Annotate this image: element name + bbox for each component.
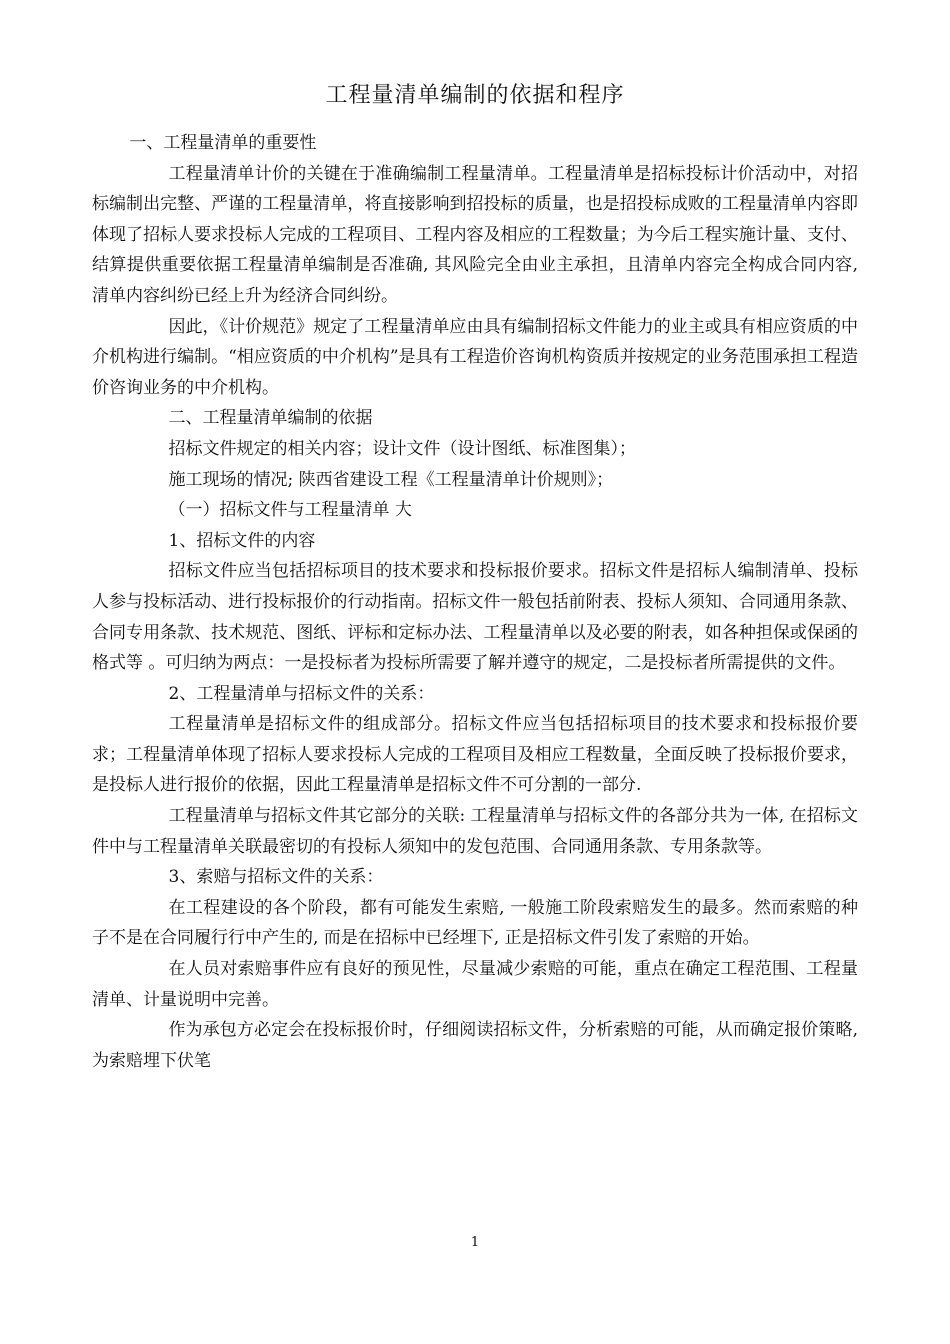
paragraph-tender-content: 招标文件应当包括招标项目的技术要求和投标报价要求。招标文件是招标人编制清单、投标人参与投标活动、进行投标报价的行动指南。招标文件一般包括前附表、投标人须知、合同通用条款、合同专用条款、技术规范、图纸、评标和定标办法、工程量清单以及必要的附表，如各种担保或保函的格式等 。可归纳为两点：一是投标者为投标所需要了解并遵守的规定，二是投标者所需提供的文件。	[92, 561, 858, 674]
paragraph-basis-2: 施工现场的情况; 陕西省建设工程《工程量清单计价规则》；	[168, 469, 614, 490]
paragraph-claims-1: 在工程建设的各个阶段，都有可能发生索赔, 一般施工阶段索赔发生的最多。然而索赔的种子不是在合同履行行中产生的, 而是在招标中已经埋下, 正是招标文件引发了索赔的开始。	[92, 897, 858, 949]
item-heading-claims: 3、索赔与招标文件的关系：	[168, 867, 384, 888]
document-body	[92, 128, 858, 1076]
paragraph-relation-2: 工程量清单与招标文件其它部分的关联: 工程量清单与招标文件的各部分共为一体, 在招标文件中与工程量清单关联最密切的有投标人须知中的发包范围、合同通用条款、专用条款等。	[92, 806, 858, 857]
item-heading-tender-content: 1、招标文件的内容	[168, 530, 316, 551]
document-title: 工程量清单编制的依据和程序	[325, 83, 625, 108]
subsection-heading-tender: （一）招标文件与工程量清单 大	[168, 500, 412, 521]
section-heading-importance: 一、工程量清单的重要性	[129, 133, 317, 153]
paragraph-relation-1: 工程量清单是招标文件的组成部分。招标文件应当包括招标项目的技术要求和投标报价要求；工程量清单体现了招标人要求投标人完成的工程项目及相应工程数量，全面反映了投标报价要求，是投标人进行报价的依据，因此工程量清单是招标文件不可分割的一部分.	[92, 714, 858, 796]
paragraph-importance-1: 工程量清单计价的关键在于准确编制工程量清单。工程量清单是招标投标计价活动中，对招标编制出完整、严谨的工程量清单，将直接影响到招投标的质量，也是招投标成败的工程量清单内容即体现了招标人要求投标人完成的工程项目、工程内容及相应的工程数量；为今后工程实施计量、支付、结算提供重要依据工程量清单编制是否准确, 其风险完全由业主承担，且清单内容完全构成合同内容, 清单内容纠纷已经上升为经济合同纠纷。	[92, 163, 858, 306]
paragraph-basis-1: 招标文件规定的相关内容；设计文件（设计图纸、标准图集）；	[168, 438, 636, 459]
page-number: 1	[470, 1235, 480, 1250]
paragraph-importance-2: 因此，《计价规范》规定了工程量清单应由具有编制招标文件能力的业主或具有相应资质的中介机构进行编制。“相应资质的中介机构”是具有工程造价咨询机构资质并按规定的业务范围承担工程造价咨询业务的中介机构。	[92, 316, 858, 398]
paragraph-claims-3: 作为承包方必定会在投标报价时，仔细阅读招标文件，分析索赔的可能，从而确定报价策略, 为索赔埋下伏笔	[92, 1020, 858, 1071]
item-heading-relation: 2、工程量清单与招标文件的关系：	[168, 683, 435, 704]
paragraph-claims-2: 在人员对索赔事件应有良好的预见性，尽量减少索赔的可能，重点在确定工程范围、工程量清单、计量说明中完善。	[92, 959, 858, 1010]
section-heading-basis: 二、工程量清单编制的依据	[168, 408, 373, 429]
